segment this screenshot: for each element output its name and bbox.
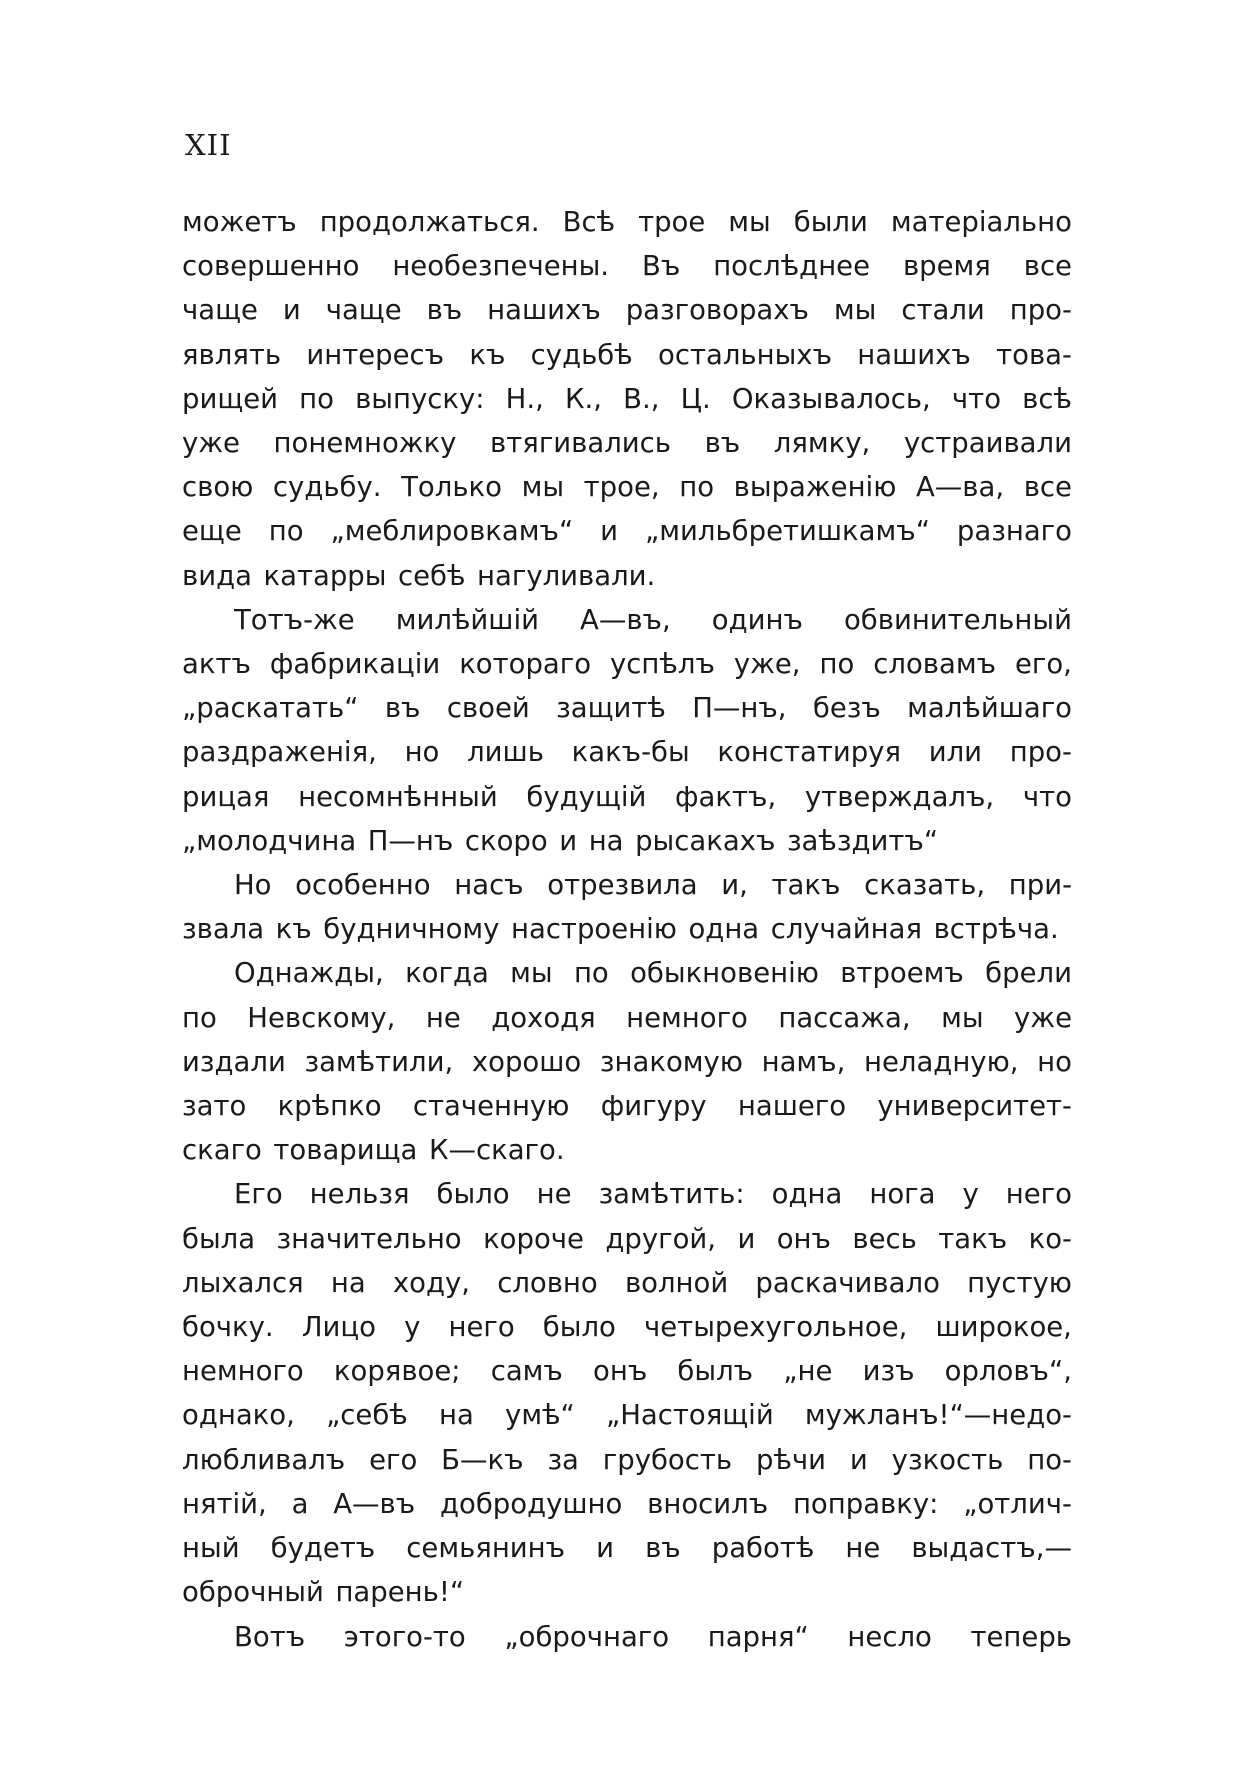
text-line: рищей по выпуску: Н., К., В., Ц. Оказывалось, что всѣ [182, 382, 1072, 415]
text-line: совершенно необезпечены. Въ послѣднее время все [182, 250, 1072, 283]
text-line: бочку. Лицо у него было четырехугольное, широкое, [182, 1311, 1072, 1344]
paragraph-p1 [182, 200, 1072, 598]
paragraph-p4 [182, 951, 1072, 1172]
text-line: можетъ продолжаться. Всѣ трое мы были матеріально [182, 206, 1072, 238]
text-line: уже понемножку втягивались въ лямку, устраивали [182, 427, 1072, 460]
text-line: являть интересъ къ судьбѣ остальныхъ нашихъ това- [182, 338, 1072, 371]
text-line: однако, „себѣ на умѣ“ „Настоящій мужланъ!“—недо- [182, 1399, 1072, 1432]
text-line: по Невскому, не доходя немного пассажа, мы уже [182, 1001, 1072, 1034]
text-line: Его нельзя было не замѣтить: одна нога у него [234, 1178, 1072, 1211]
text-line: оброчный парень!“ [182, 1576, 465, 1609]
text-line: скаго товарища К—скаго. [182, 1134, 565, 1167]
body-text [182, 200, 1072, 1659]
text-line: еще по „меблировкамъ“ и „мильбретишкамъ“ разнаго [182, 515, 1072, 548]
text-line: свою судьбу. Только мы трое, по выраженію А—ва, все [182, 471, 1072, 504]
text-line: „молодчина П—нъ скоро и на рысакахъ заѣздитъ“ [182, 824, 939, 857]
text-line: зато крѣпко стаченную фигуру нашего университет- [182, 1090, 1072, 1123]
text-line: издали замѣтили, хорошо знакомую намъ, неладную, но [182, 1045, 1072, 1078]
page-number: XII [185, 128, 232, 162]
text-line: любливалъ его Б—къ за грубость рѣчи и узкость по- [182, 1443, 1072, 1476]
text-line: Тотъ-же милѣйшій А—въ, одинъ обвинительный [234, 603, 1072, 636]
paragraph-p6 [182, 1615, 1072, 1659]
text-line: Однажды, когда мы по обыкновенію втроемъ брели [234, 957, 1072, 990]
text-line: рицая несомнѣнный будущій фактъ, утверждалъ, что [182, 780, 1072, 813]
text-line: Но особенно насъ отрезвила и, такъ сказать, при- [234, 869, 1072, 902]
text-line: раздраженія, но лишь какъ-бы констатируя или про- [182, 736, 1072, 769]
paragraph-p5 [182, 1172, 1072, 1614]
text-line: лыхался на ходу, словно волной раскачивало пустую [182, 1266, 1072, 1299]
paragraph-p2 [182, 598, 1072, 863]
text-line: Вотъ этого-то „оброчнаго парня“ несло теперь [234, 1620, 1072, 1653]
text-line: нятій, а А—въ добродушно вносилъ поправку: „отлич- [182, 1487, 1072, 1520]
text-line: немного корявое; самъ онъ былъ „не изъ орловъ“, [182, 1355, 1072, 1388]
text-line: вида катарры себѣ нагуливали. [182, 559, 656, 592]
text-line: была значительно короче другой, и онъ весь такъ ко- [182, 1222, 1072, 1255]
text-line: актъ фабрикаціи котораго успѣлъ уже, по словамъ его, [182, 648, 1072, 681]
paragraph-p3 [182, 863, 1072, 951]
text-line: „раскатать“ въ своей защитѣ П—нъ, безъ малѣйшаго [182, 692, 1072, 725]
text-line: чаще и чаще въ нашихъ разговорахъ мы стали про- [182, 294, 1072, 327]
text-line: звала къ будничному настроенію одна случайная встрѣча. [182, 913, 1059, 946]
text-line: ный будетъ семьянинъ и въ работѣ не выдастъ,— [182, 1532, 1072, 1565]
